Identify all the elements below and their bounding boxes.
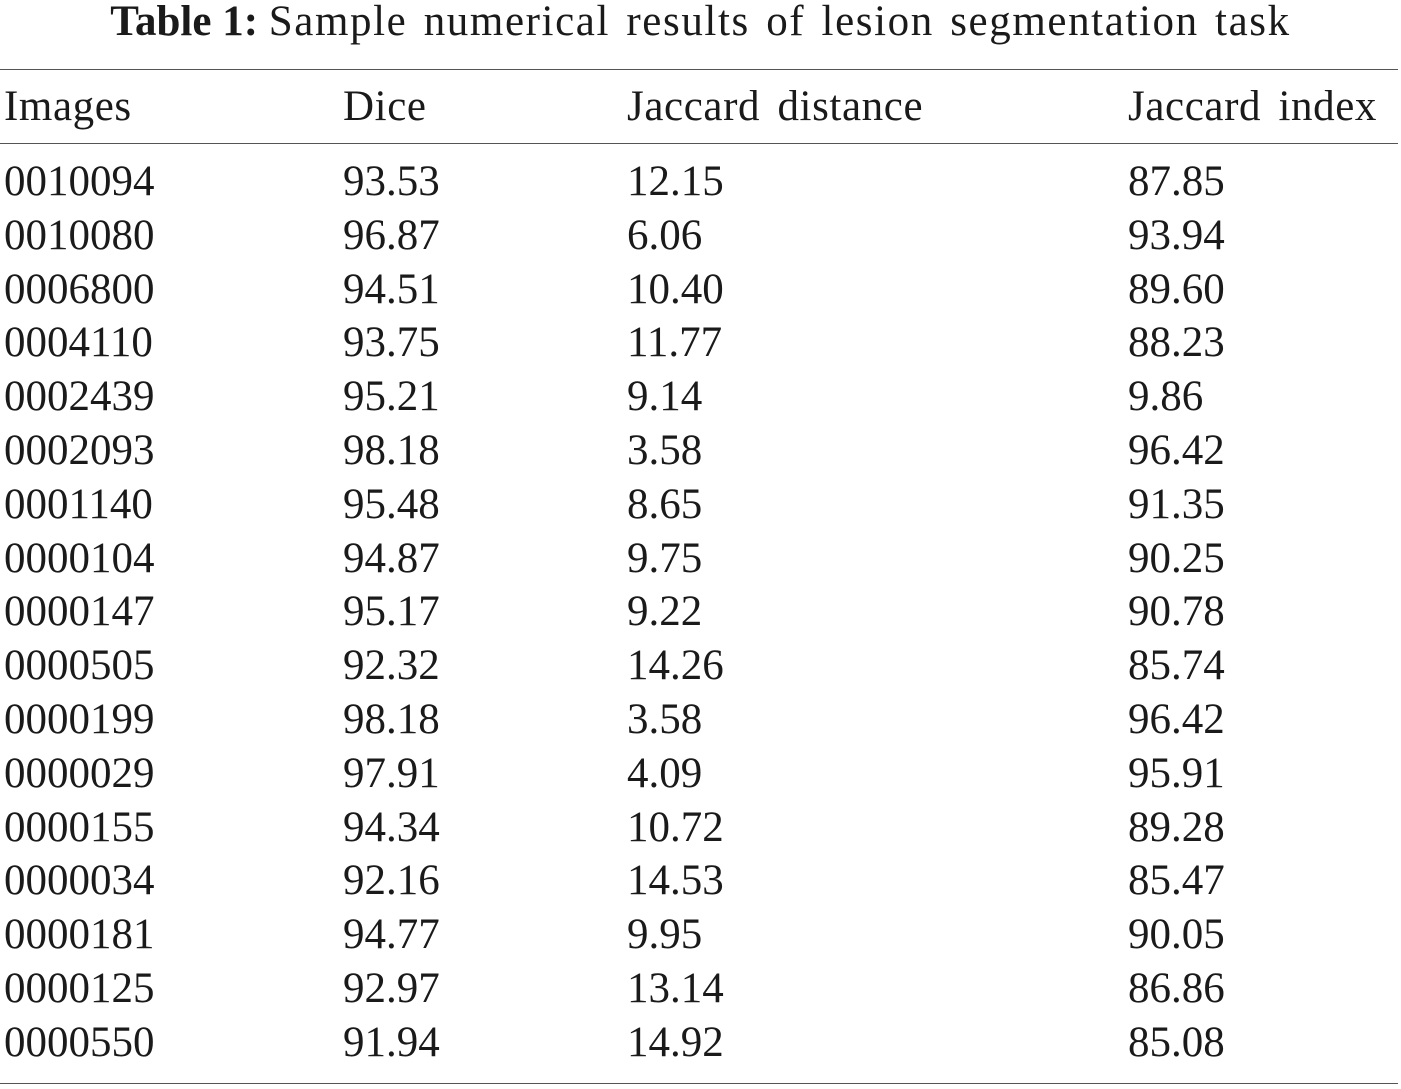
table-row <box>4 478 1398 532</box>
cell-dice: 98.18 <box>343 696 440 743</box>
cell-jaccard-distance: 9.22 <box>627 588 703 636</box>
cell-jaccard-distance: 8.65 <box>627 480 703 528</box>
cell-jaccard-index: 96.42 <box>1128 427 1225 474</box>
cell-dice: 91.94 <box>343 1018 440 1066</box>
table-row <box>4 693 1398 747</box>
cell-image-id: 0010080 <box>4 211 155 259</box>
table-header-row <box>4 80 1398 134</box>
cell-image-id: 0000104 <box>4 534 155 582</box>
cell-jaccard-distance: 3.58 <box>627 427 703 474</box>
cell-jaccard-distance: 14.92 <box>627 1018 724 1066</box>
cell-jaccard-distance: 12.15 <box>627 158 724 205</box>
cell-dice: 95.17 <box>343 588 440 636</box>
cell-dice: 92.16 <box>343 857 440 905</box>
cell-dice: 95.21 <box>343 373 440 421</box>
cell-jaccard-index: 87.85 <box>1128 158 1225 205</box>
table-row <box>4 316 1398 370</box>
cell-dice: 94.87 <box>343 534 440 582</box>
cell-jaccard-index: 9.86 <box>1128 373 1204 421</box>
cell-dice: 94.34 <box>343 803 440 851</box>
table-row <box>4 370 1398 424</box>
cell-dice: 94.51 <box>343 265 440 313</box>
cell-dice: 92.97 <box>343 965 440 1012</box>
table-bottom-rule <box>0 1083 1398 1084</box>
column-header-jaccard-distance: Jaccard distance <box>627 83 924 130</box>
cell-jaccard-distance: 14.26 <box>627 642 724 690</box>
table-row <box>4 639 1398 693</box>
cell-image-id: 0000181 <box>4 911 155 959</box>
cell-image-id: 0000155 <box>4 803 155 851</box>
cell-dice: 93.53 <box>343 158 440 205</box>
cell-jaccard-index: 89.60 <box>1128 265 1225 313</box>
cell-image-id: 0001140 <box>4 480 153 528</box>
cell-jaccard-index: 93.94 <box>1128 211 1225 259</box>
cell-image-id: 0000125 <box>4 965 155 1012</box>
table-row <box>4 209 1398 263</box>
cell-jaccard-distance: 6.06 <box>627 211 703 259</box>
cell-image-id: 0000147 <box>4 588 155 636</box>
cell-dice: 94.77 <box>343 911 440 959</box>
table-row <box>4 424 1398 478</box>
table-row <box>4 747 1398 801</box>
cell-jaccard-index: 95.91 <box>1128 749 1225 797</box>
table-caption-text: Sample numerical results of lesion segmentation task <box>268 0 1291 45</box>
cell-jaccard-distance: 13.14 <box>627 965 724 1012</box>
cell-image-id: 0000029 <box>4 749 155 797</box>
table-row <box>4 801 1398 855</box>
cell-jaccard-index: 89.28 <box>1128 803 1225 851</box>
cell-image-id: 0000034 <box>4 857 155 905</box>
table-top-rule <box>0 69 1398 70</box>
cell-jaccard-index: 85.08 <box>1128 1018 1225 1066</box>
table-caption <box>0 0 1401 56</box>
cell-dice: 92.32 <box>343 642 440 690</box>
cell-jaccard-distance: 14.53 <box>627 857 724 905</box>
cell-jaccard-distance: 10.72 <box>627 803 724 851</box>
table-row <box>4 1016 1398 1070</box>
column-header-jaccard-index: Jaccard index <box>1128 83 1377 130</box>
cell-image-id: 0004110 <box>4 319 153 367</box>
table-row <box>4 263 1398 317</box>
table-row <box>4 585 1398 639</box>
table-row <box>4 908 1398 962</box>
cell-image-id: 0010094 <box>4 158 155 205</box>
cell-dice: 95.48 <box>343 480 440 528</box>
cell-jaccard-distance: 10.40 <box>627 265 724 313</box>
table-header-rule <box>0 143 1398 144</box>
cell-jaccard-index: 90.25 <box>1128 534 1225 582</box>
cell-jaccard-index: 85.47 <box>1128 857 1225 905</box>
cell-jaccard-index: 88.23 <box>1128 319 1225 367</box>
cell-dice: 97.91 <box>343 749 440 797</box>
cell-jaccard-distance: 9.75 <box>627 534 703 582</box>
cell-jaccard-index: 86.86 <box>1128 965 1225 1012</box>
table-caption-label: Table 1: <box>110 0 259 45</box>
column-header-images: Images <box>4 83 132 130</box>
cell-jaccard-distance: 11.77 <box>627 319 723 367</box>
cell-image-id: 0000505 <box>4 642 155 690</box>
cell-jaccard-index: 85.74 <box>1128 642 1225 690</box>
cell-jaccard-index: 96.42 <box>1128 696 1225 743</box>
table-row <box>4 532 1398 586</box>
cell-jaccard-index: 90.05 <box>1128 911 1225 959</box>
cell-dice: 93.75 <box>343 319 440 367</box>
cell-jaccard-distance: 9.95 <box>627 911 703 959</box>
cell-image-id: 0000199 <box>4 696 155 743</box>
cell-jaccard-distance: 9.14 <box>627 373 703 421</box>
table-row <box>4 155 1398 209</box>
cell-image-id: 0006800 <box>4 265 155 313</box>
cell-jaccard-distance: 4.09 <box>627 749 703 797</box>
cell-jaccard-distance: 3.58 <box>627 696 703 743</box>
cell-image-id: 0000550 <box>4 1018 155 1066</box>
cell-dice: 96.87 <box>343 211 440 259</box>
table-row <box>4 962 1398 1016</box>
cell-image-id: 0002439 <box>4 373 155 421</box>
cell-dice: 98.18 <box>343 427 440 474</box>
table-row <box>4 854 1398 908</box>
cell-jaccard-index: 91.35 <box>1128 480 1225 528</box>
cell-jaccard-index: 90.78 <box>1128 588 1225 636</box>
cell-image-id: 0002093 <box>4 427 155 474</box>
column-header-dice: Dice <box>343 83 427 130</box>
